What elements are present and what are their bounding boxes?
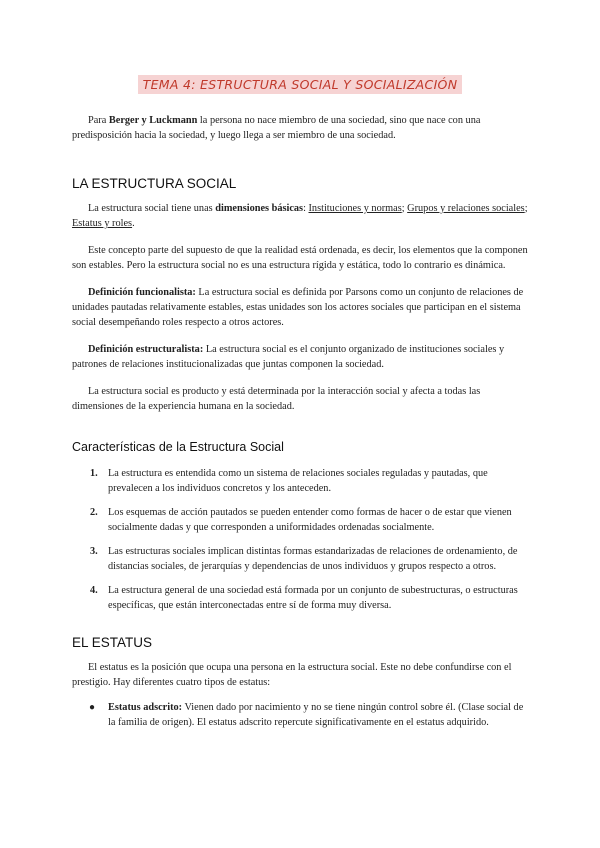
structuralist-label: Definición estructuralista: bbox=[88, 344, 204, 355]
list-item-text: Las estructuras sociales implican distintas formas estandarizadas de relaciones de ordenamiento, de distancias sociales, de jerarquías y dependencias de unos individuos y grupos respecto a otros. bbox=[108, 546, 518, 572]
bullet-icon: ● bbox=[89, 702, 96, 713]
section-heading-caracteristicas: Características de la Estructura Social bbox=[72, 440, 284, 454]
list-item bbox=[72, 544, 528, 574]
interaction-paragraph: La estructura social es producto y está determinada por la interacción social y afecta a todas las dimensiones de la experiencia humana en la sociedad. bbox=[72, 386, 481, 412]
dimensions-text: La estructura social tiene unas bbox=[88, 203, 216, 214]
list-number: 1. bbox=[90, 468, 98, 479]
section-heading-estructura-social: LA ESTRUCTURA SOCIAL bbox=[72, 176, 237, 191]
intro-text-pre: Para bbox=[88, 115, 109, 126]
list-item-text: La estructura general de una sociedad está formada por un conjunto de subestructuras, o estructuras específicas, que están interconectadas entre sí de forma muy diversa. bbox=[108, 585, 518, 611]
link-grupos[interactable]: Grupos y relaciones sociales bbox=[407, 203, 525, 214]
dimensions-paragraph bbox=[72, 201, 528, 231]
concept-paragraph: Este concepto parte del supuesto de que la realidad está ordenada, es decir, los elementos que la componen son estables. Pero la estructura social no es una estructura rígida y estática, todo lo contrario es dinámica. bbox=[72, 245, 528, 271]
dimensions-colon: : bbox=[303, 203, 309, 214]
dimensions-bold: dimensiones básicas bbox=[215, 203, 304, 214]
intro-authors: Berger y Luckmann bbox=[108, 115, 198, 126]
functionalist-label: Definición funcionalista: bbox=[88, 287, 196, 298]
title-wrap bbox=[0, 75, 600, 94]
structuralist-paragraph bbox=[72, 342, 528, 372]
functionalist-paragraph bbox=[72, 285, 528, 330]
document-content bbox=[72, 113, 528, 730]
intro-paragraph bbox=[72, 113, 528, 143]
status-type-label: Estatus adscrito: bbox=[108, 702, 183, 713]
separator: ; bbox=[524, 203, 528, 214]
list-item-text: La estructura es entendida como un sistema de relaciones sociales reguladas y pautadas, que prevalecen a los individuos concretos y los anteceden. bbox=[108, 468, 488, 494]
list-item bbox=[72, 505, 528, 535]
list-number: 2. bbox=[90, 507, 98, 518]
list-number: 3. bbox=[90, 546, 98, 557]
list-item bbox=[72, 466, 528, 496]
status-type-text: Vienen dado por nacimiento y no se tiene ningún control sobre él. (Clase social de la familia de origen). El estatus adscrito repercute significativamente en el estatus adquirido. bbox=[108, 702, 524, 728]
link-instituciones[interactable]: Instituciones y normas bbox=[308, 203, 402, 214]
list-item-text: Los esquemas de acción pautados se pueden entender como formas de hacer o de estar que vienen socialmente dadas y que corresponden a uniformidades ordenadas socialmente. bbox=[108, 507, 512, 533]
list-number: 4. bbox=[90, 585, 98, 596]
list-item bbox=[72, 700, 528, 730]
structuralist-text: La estructura social es el conjunto organizado de instituciones sociales y patrones de relaciones institucionalizadas que juntas componen la sociedad. bbox=[72, 344, 505, 370]
functionalist-text: La estructura social es definida por Parsons como un conjunto de relaciones de unidades pautadas relativamente estables, estas unidades son los actores sociales que participan en el sistema social desempeñando roles respecto a otros actores. bbox=[72, 287, 524, 328]
list-item bbox=[72, 583, 528, 613]
characteristics-list bbox=[72, 466, 528, 613]
separator: ; bbox=[401, 203, 408, 214]
intro-text-post: la persona no nace miembro de una sociedad, sino que nace con una predisposición hacia la sociedad, y luego llega a ser miembro de una sociedad. bbox=[72, 115, 481, 141]
status-intro-paragraph: El estatus es la posición que ocupa una persona en la estructura social. Este no debe confundirse con el prestigio. Hay diferentes cuatro tipos de estatus: bbox=[72, 662, 512, 688]
period: . bbox=[132, 218, 135, 229]
section-heading-estatus: EL ESTATUS bbox=[72, 635, 153, 650]
page-title: TEMA 4: ESTRUCTURA SOCIAL Y SOCIALIZACIÓN bbox=[138, 75, 463, 94]
status-types-list bbox=[72, 700, 528, 730]
link-estatus[interactable]: Estatus y roles bbox=[72, 218, 133, 229]
